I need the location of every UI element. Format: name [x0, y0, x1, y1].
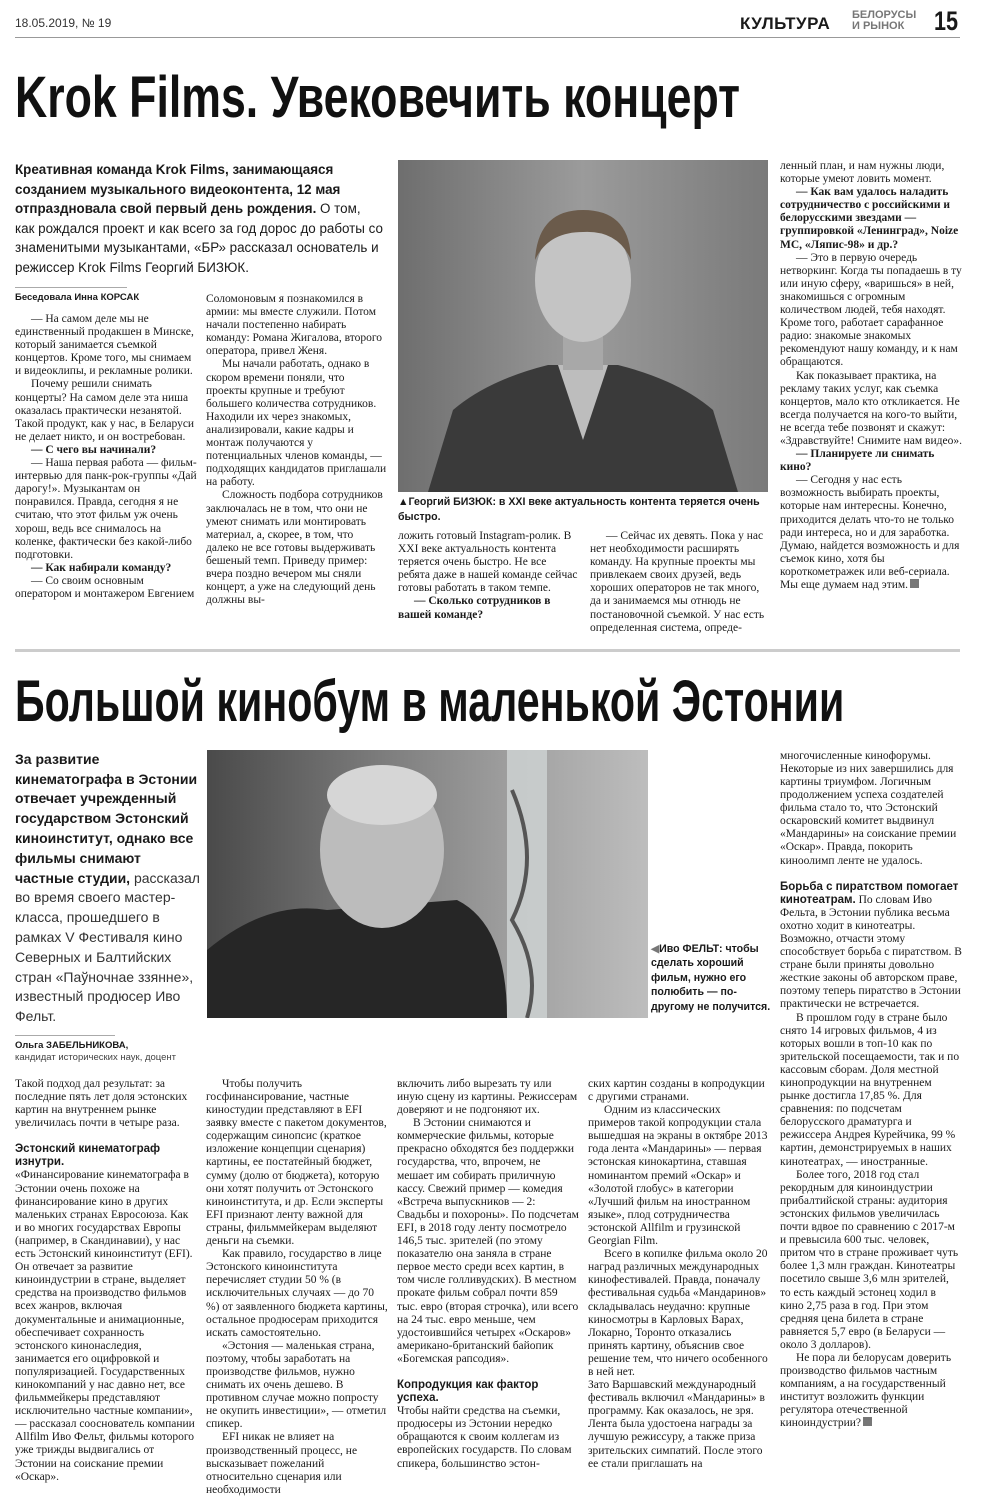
article2: [15, 668, 965, 1497]
paragraph: [206, 293, 388, 358]
paragraph: [206, 1340, 388, 1432]
paragraph-text: — Сегодня у нас есть возможность выбирать проекты, которые нам интересны. Конечно, приходится делать что-то не только ради интереса, но и для заработка. Думаю, найдется возможность и для съемок кино, хотя бы короткометражек или веб-сериала. Мы еще думаем над этим.: [780, 474, 960, 591]
caption-text: Иво ФЕЛЬТ: чтобы сделать хороший фильм, нужно его полюбить — по-другому не получится.: [651, 942, 771, 1013]
interview-question: [15, 562, 197, 575]
paragraph: [15, 457, 197, 562]
interview-question: [398, 595, 580, 621]
paragraph-text: — Сколько сотрудников в вашей команде?: [398, 595, 551, 621]
paragraph: [15, 378, 197, 443]
paragraph-text: — Планируете ли снимать кино?: [780, 448, 935, 474]
paragraph: [588, 1078, 770, 1104]
article1-column-4: [590, 530, 772, 635]
article1-column-3: [398, 530, 580, 622]
paragraph-text: Соломоновым я познакомился в армии: мы вместе служили. Потом начали постепенно набирать команду: Романа Жигалова, второго оператора, привел Женя.: [206, 293, 383, 358]
logo-line-2: И РЫНОК: [852, 20, 905, 32]
paragraph: [780, 1012, 962, 1169]
article2-top-row: [15, 750, 780, 1064]
paragraph: [780, 881, 962, 1012]
article1-title: Krok Films. Увековечить концерт: [15, 65, 741, 130]
paragraph-text: — Сейчас их девять. Пока у нас нет необходимости расширять команду. На крупные проекты мы привлекаем своих друзей, ведь хороших операторов не так много, да и занимаемся мы отнюдь не постановочной съемкой. У нас есть определенная система, опреде-: [590, 530, 765, 634]
subheading: Копродукция как фактор успеха.: [397, 1378, 539, 1405]
author-title: кандидат исторических наук, доцент: [15, 1051, 177, 1063]
article1-left-columns: [15, 287, 388, 607]
paragraph: [588, 1248, 770, 1379]
paragraph-text: По словам Иво Фельта, в Эстонии публика весьма охотно ходит в кинотеатры. Возможно, отчасти этому способствует борьба с пиратством. В стране были приняты довольно жесткие законы об авторском праве, поэтому теперь пиратство в Эстонии практически не встречается.: [780, 893, 962, 1011]
paragraph-text: ских картин созданы в копродукции с другими странами.: [588, 1077, 765, 1103]
article2-column-5: [780, 750, 962, 1431]
paragraph-text: «Эстония — маленькая страна, поэтому, чтобы заработать на производстве фильмов, нужно снимать их очень дешево. В противном случае можно попросту не окупить инвестиции», — отметил спикер.: [206, 1339, 387, 1431]
paragraph-text: — Как вам удалось наладить сотрудничество с российскими и белорусскими звездами — группировкой «Ленинград», Noize MC, «Ляпис-98» и др.?: [780, 186, 959, 251]
paragraph-text: Такой подход дал результат: за последние пять лет доля эстонских картин на внутреннем рынке увеличилась почти в четыре раза.: [15, 1077, 188, 1130]
paragraph: [588, 1104, 770, 1248]
paragraph-text: Как показывает практика, на рекламу таких услуг, как съемка концертов, мало кто откликается. Не всегда получается на кого-то выйти, не всегда тебе позвонят и скажут: «Здравствуйте! Снимите нам видео».: [780, 369, 962, 447]
article-separator: [15, 649, 960, 652]
end-mark-icon: [863, 1417, 872, 1426]
paragraph-text: Чтобы получить госфинансирование, частные киностудии представляют в EFI заявку вместе с пакетом документов, содержащим синопсис (краткое изложение концепции сценария) картины, ее постатейный бюджет, сумму (долю от бюджета), которую они хотят получить от Эстонского киноинститута, и др. Если эксперты EFI признают ленту важной для страны, фильммейкерам выделяют деньги на съемки.: [206, 1077, 387, 1248]
paragraph: [397, 1117, 579, 1366]
article2-photo-caption: [651, 942, 779, 1015]
article1-left-block: [15, 160, 388, 607]
paragraph-text: Всего в копилке фильма около 20 наград различных международных кинофестивалей. Правда, поначалу фестивальная судьба «Мандаринов» складывалась неудачно: крупные киносмотры в Карловых Варах, Локарно, Торонто отказались принять картину, объяснив свое решение тем, что ничего особенного в ней нет.: [588, 1248, 768, 1378]
article2-title: Большой кинобум в маленькой Эстонии: [15, 668, 845, 734]
article1-middle-block: [398, 160, 772, 635]
article1: [15, 65, 965, 635]
article2-intro: [15, 750, 203, 1027]
caption-text: Георгий БИЗЮК: в XXI веке актуальность контента теряется очень быстро.: [398, 496, 760, 523]
paragraph-text: В прошлом году в стране было снято 14 игровых фильмов, 4 из которых вошли в топ-10 как по зрительской посещаемости, так и по кассовым сборам. Доля местной кинопродукции на внутреннем рынке достигла 17,85 %. Для сравнения: по подсчетам белорусского драматурга и режиссера Андрея Курейчика, 99 % картин, демонстрируемых в наших кинотеатрах, — иностранные.: [780, 1011, 960, 1168]
paragraph: [780, 1169, 962, 1352]
article2-body: [15, 750, 965, 1497]
paragraph: [206, 1248, 388, 1340]
paragraph: [206, 489, 388, 607]
newspaper-logo: [852, 10, 916, 32]
paragraph-text: ленный план, и нам нужны люди, которые умеют ловить момент.: [780, 160, 945, 186]
article1-middle-columns: [398, 530, 772, 635]
paragraph: [780, 160, 962, 186]
article1-lead: [15, 160, 383, 277]
byline-divider: [15, 287, 127, 288]
article1-column-2: [206, 293, 388, 607]
paragraph-text: Сложность подбора сотрудников заключалась не в том, что они не умеют снимать или монтировать материал, а, скорее, в том, что далеко не все готовы выдерживать бешеный темп. Приведу пример: вчера поздно вечером мы сняли концерт, а уже на следующий день должны вы-: [206, 489, 383, 607]
paragraph-text: EFI никак не влияет на производственный процесс, не высказывает пожеланий относительно сценария или необходимости: [206, 1431, 358, 1496]
paragraph: [397, 1405, 579, 1470]
paragraph: [15, 575, 197, 601]
paragraph-text: — Со своим основным оператором и монтажером Евгением: [15, 574, 195, 600]
paragraph: [206, 1078, 388, 1248]
paragraph-text: Мы начали работать, однако в скором времени поняли, что проекты крупные и требуют большего количества сотрудников. Находили их через знакомых, анализировали, какие кадры и монтаж получаются у потенциальных членов команды, — подходящих кандидатов приглашали на работу.: [206, 358, 387, 489]
photo-ivo-felt: [207, 750, 648, 1018]
article2-intro-block: [15, 750, 203, 1064]
paragraph-text: В Эстонии снимаются и коммерческие фильмы, которые прекрасно обходятся без поддержки государства, что, впрочем, не мешает им собирать приличную кассу. Свежий пример — комедия «Встреча выпускников — 2: Свадьбы и похороны». По подсчетам EFI, в 2018 году ленту посмотрело 146,5 тыс. зрителей (по этому показателю она заняла в стране первое место среди всех картин, в том числе голливудских). В местном прокате фильм собрал почти 859 тыс. евро (вторая строчка), или всего на 24 тыс. евро меньше, чем удостоившийся четырех «Оскаров» американо-британский байопик «Богемская рапсодия».: [397, 1117, 579, 1365]
paragraph: [780, 474, 962, 592]
logo-line-1: БЕЛОРУСЫ: [852, 9, 917, 21]
article1-column-1-wrap: [15, 287, 197, 601]
paragraph-text: включить либо вырезать ту или иную сцену из картины. Режиссерам доверяют и не подгоняют их.: [397, 1077, 578, 1117]
end-mark-icon: [910, 579, 919, 588]
interview-question: [15, 444, 197, 457]
portrait-with-award-icon: [207, 750, 648, 1018]
paragraph-text: Не пора ли белорусам доверить производство фильмов частным компаниям, а на государственный институт возложить функции регулятора отечественной киноиндустрии?: [780, 1351, 952, 1430]
article1-column-5: [780, 160, 962, 592]
article1-body: [15, 160, 965, 635]
paragraph-text: Зато Варшавский международный фестиваль включил «Мандарины» в программу. Как оказалось, не зря. Лента была удостоена награды за лучшую режиссуру, а также приза зрительских симпатий. После этого ее стали приглашать на: [588, 1379, 765, 1470]
paragraph-text: — Это в первую очередь нетворкинг. Когда ты попадаешь в ту или иную сферу, «варишься» в ней, знакомишься с огромным количеством людей, тебя находят. Кроме того, работает сарафанное радио: знакомые знакомых рекомендуют нашу команду, и к нам обращаются.: [780, 251, 962, 369]
article2-left-block: [15, 750, 780, 1497]
author-name: Ольга ЗАБЕЛЬНИКОВА,: [15, 1039, 129, 1051]
article1-byline: Беседовала Инна КОРСАК: [15, 292, 140, 303]
paragraph: [397, 1078, 579, 1117]
triangle-up-icon: ▲: [398, 496, 409, 508]
paragraph-text: Почему решили снимать концерты? На самом деле эта ниша оказалась практически незанятой. Такой продукт, как у нас, в Беларуси не делает никто, и он востребован.: [15, 378, 195, 443]
issue-date: 18.05.2019, № 19: [15, 16, 112, 30]
subheading: Эстонский кинематограф изнутри.: [15, 1143, 161, 1169]
portrait-silhouette-icon: [398, 160, 768, 492]
page-number: 15: [934, 6, 959, 36]
paragraph-text: Как правило, государство в лице Эстонского киноинститута перечисляет студии 50 % (в исключительных случаях — до 70 %) от заявленного бюджета картины, остальное продюсерам приходится искать самостоятельно.: [206, 1248, 388, 1339]
paragraph-text: Более того, 2018 год стал рекордным для киноиндустрии прибалтийской страны: аудитория эстонских фильмов увеличилась почти вдвое по сравнению с 2017-м и превысила 600 тыс. человек, притом что в стране проживает чуть более 1,3 млн граждан. Кинотеатры посетило свыше 3,6 млн зрителей, то есть каждый эстонец ходил в кино 2,75 раза в год. При этом средняя цена билета в стране равняется 5,7 евро (в Беларуси — около 3 долларов).: [780, 1168, 959, 1351]
intro-bold: За развитие кинематографа в Эстонии отвечает учрежденный государством Эстонский киноинститут, однако все фильмы снимают частные студии,: [15, 750, 198, 886]
paragraph: [206, 358, 388, 489]
paragraph-text: — На самом деле мы не единственный продакшен в Минске, который занимается съемкой концертов. Кроме того, мы снимаем и видеоклипы, и рекламные ролики.: [15, 313, 194, 378]
paragraph: [398, 530, 580, 595]
paragraph: [780, 750, 962, 868]
article2-columns: [15, 1078, 780, 1497]
lead-rest: О том, как рождался проект и как всего за год дорос до работы со знаменитыми музыкантами, «БР» рассказал основатель и режиссер Krok Films Георгий БИЗЮК.: [15, 201, 383, 275]
section-name: КУЛЬТУРА: [740, 14, 831, 33]
article2-author: [15, 1040, 203, 1064]
paragraph-text: ложить готовый Instagram-ролик. В XXI веке актуальность контента теряется очень быстро. Не все ребята даже в нашей команде сейчас готовы работать в таком темпе.: [398, 530, 578, 595]
paragraph: [588, 1379, 770, 1471]
paragraph-text: Одним из классических примеров такой копродукции стала вышедшая на экраны в октябре 2013 года лента «Мандарины» — первая эстонская кинокартина, ставшая номинантом премий «Оскар» и «Золотой глобус» в категории «Лучший фильм на иностранном языке», плод сотрудничества эстонской Allfilm и грузинской Georgian Film.: [588, 1104, 768, 1248]
paragraph: [590, 530, 772, 635]
page-content: [15, 60, 965, 1497]
interview-question: [780, 186, 962, 251]
paragraph: [15, 313, 197, 378]
inline-subheading: Борьба с пиратством помогает кинотеатрам.: [780, 880, 959, 906]
article2-column-3: [397, 1078, 579, 1471]
interview-question: [780, 448, 962, 474]
paragraph-text: многочисленные кинофорумы. Некоторые из них завершились для картины триумфом. Логичным продолжением успеха создателей фильма стало то, что Эстонский оскаровский комитет выдвинул «Мандарины» на соискание премии «Оскар». Правда, покорить киноолимп ленте не удалось.: [780, 749, 957, 867]
article2-column-2: [206, 1078, 388, 1497]
paragraph-text: — Как набирали команду?: [31, 561, 172, 574]
intro-rest: рассказал во время своего мастер-класса, прошедшего в рамках V Фестиваля кино Северных и Балтийских стран «Паўночнае ззянне», известный продюсер Иво Фельт.: [15, 869, 200, 1025]
header-divider: [15, 37, 960, 38]
paragraph: [780, 252, 962, 370]
paragraph-text: — Наша первая работа — фильм-интервью для панк-рок-группы «Дай дарогу!». Музыкантам он понравился. Правда, сегодня я не считаю, что этот фильм уж очень хорош, ведь все снималось на коленке, фактически без какой-либо подготовки.: [15, 457, 197, 561]
article2-column-4: [588, 1078, 770, 1471]
paragraph: [780, 370, 962, 449]
article2-column-1: [15, 1078, 197, 1484]
article1-photo-caption: [398, 495, 772, 524]
paragraph-text: «Финансирование кинематографа в Эстонии очень похоже на финансирование кино в других маленьких странах Евросоюза. Как и во многих государствах Европы (например, в Скандинавии), у нас есть Эстонский киноинститут (EFI). Он отвечает за развитие киноиндустрии в стране, выделяет средства на производство фильмов всех жанров, включая документальные и анимационные, обеспечивает сохранность эстонского кинонаследия, занимается его оцифровкой и популяризацией. Государственных кинокомпаний у нас давно нет, все фильммейкеры представляют исключительно частные компании», — рассказал сооснователь компании Allfilm Иво Фельт, фильмы которого уже трижды выдвигались от Эстонии на соискание премии «Оскар».: [15, 1169, 195, 1483]
paragraph: [206, 1431, 388, 1496]
triangle-left-icon: ◀: [651, 942, 660, 955]
paragraph-text: Чтобы найти средства на съемки, продюсеры из Эстонии нередко обращаются к своим коллегам из европейских государств. По словам спикера, большинство эстон-: [397, 1405, 572, 1470]
paragraph: [15, 1078, 197, 1130]
article1-column-1: [15, 313, 197, 601]
paragraph: [780, 1352, 962, 1431]
lead-bold: Креативная команда Krok Films, занимающаяся созданием музыкального видеоконтента, 12 мая отпраздновала свой первый день рождения.: [15, 162, 341, 216]
paragraph-text: — С чего вы начинали?: [31, 443, 157, 456]
author-divider: [15, 1035, 115, 1036]
photo-georgy-bizyuk: [398, 160, 768, 492]
